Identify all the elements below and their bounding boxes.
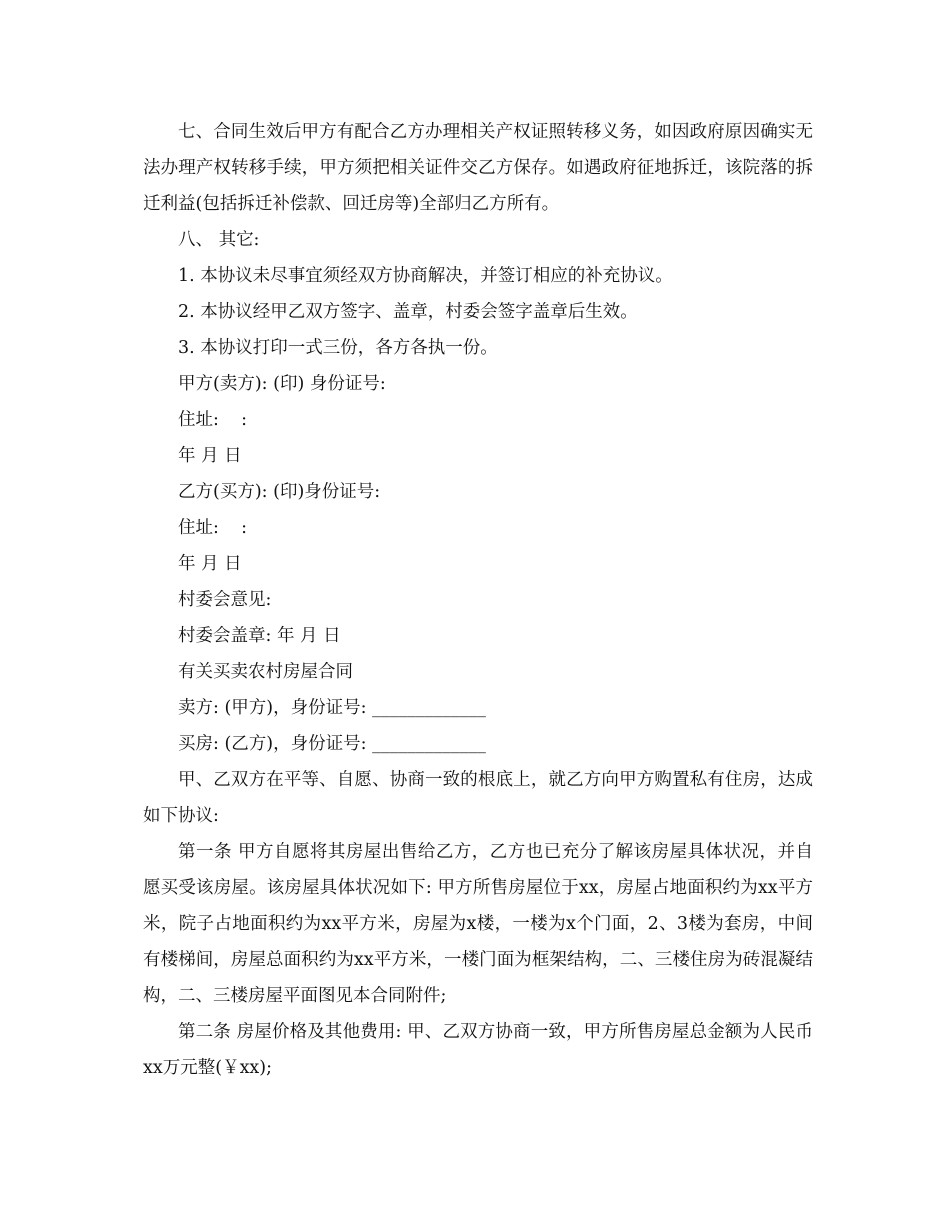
buyer-line: 买房: (乙方)，身份证号: _____________ xyxy=(178,734,486,754)
contract-intro: 甲、乙双方在平等、自愿、协商一致的根底上，就乙方向甲方购置私有住房，达成如下协议: xyxy=(143,770,813,826)
village-committee-opinion: 村委会意见: xyxy=(178,590,272,610)
clause-eight-item-1: 1. 本协议未尽事宜须经双方协商解决，并签订相应的补充协议。 xyxy=(178,266,673,286)
party-a-signature: 甲方(卖方): (印) 身份证号: xyxy=(178,374,386,394)
party-b-signature: 乙方(买方): (印)身份证号: xyxy=(178,482,381,502)
article-one: 第一条 甲方自愿将其房屋出售给乙方，乙方也已充分了解该房屋具体状况，并自愿买受该房屋。该房屋具体状况如下: 甲方所售房屋位于xx，房屋占地面积约为xx平方米，院子占地面积约为xx平方米，房屋为x楼，一楼为x个门面，2、3楼为套房，中间有楼梯间，房屋总面积约为xx平方米，一楼门面为框架结构，二、三楼住房为砖混凝结构，二、三楼房屋平面图见本合同附件; xyxy=(143,842,813,1006)
party-b-date: 年 月 日 xyxy=(178,554,242,574)
clause-eight-item-3: 3. 本协议打印一式三份，各方各执一份。 xyxy=(178,338,498,358)
village-committee-seal: 村委会盖章: 年 月 日 xyxy=(178,626,341,646)
document-body xyxy=(143,114,813,1086)
seller-line: 卖方: (甲方)，身份证号: _____________ xyxy=(178,698,486,718)
clause-seven: 七、合同生效后甲方有配合乙方办理相关产权证照转移义务，如因政府原因确实无法办理产权转移手续，甲方须把相关证件交乙方保存。如遇政府征地拆迁，该院落的拆迁利益(包括拆迁补偿款、回迁房等)全部归乙方所有。 xyxy=(143,122,813,214)
contract-title: 有关买卖农村房屋合同 xyxy=(178,662,353,682)
article-two: 第二条 房屋价格及其他费用: 甲、乙双方协商一致，甲方所售房屋总金额为人民币xx万元整(￥xx); xyxy=(143,1022,813,1078)
party-b-address: 住址: : xyxy=(178,518,248,538)
clause-eight-item-2: 2. 本协议经甲乙双方签字、盖章，村委会签字盖章后生效。 xyxy=(178,302,638,322)
party-a-date: 年 月 日 xyxy=(178,446,242,466)
party-a-address: 住址: : xyxy=(178,410,248,430)
clause-eight-title: 八、 其它: xyxy=(178,230,260,250)
